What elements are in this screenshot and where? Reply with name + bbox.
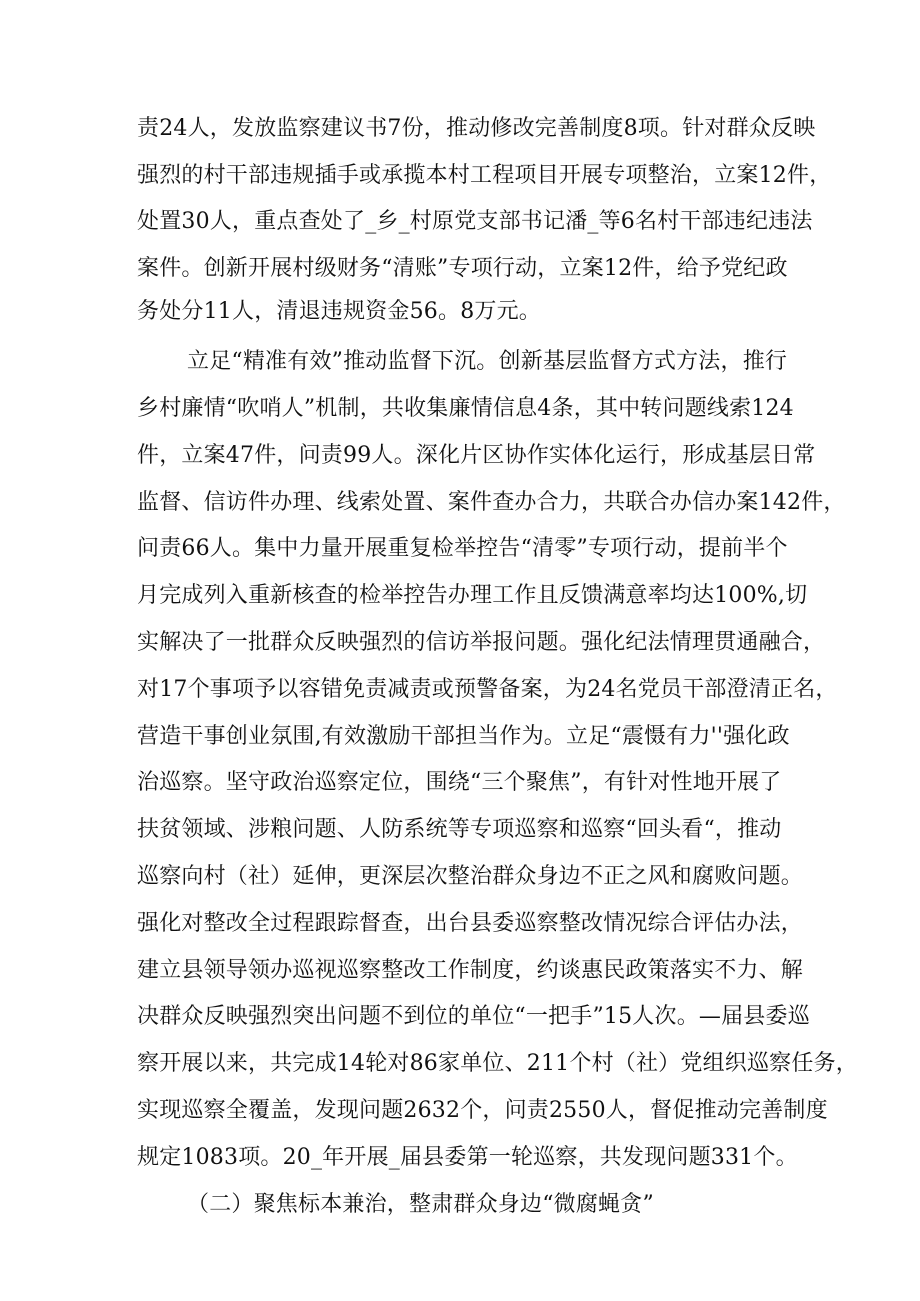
text-line: 问责66人。集中力量开展重复检举控告“清零”专项行动，提前半个 [137, 536, 788, 561]
text-line: 乡村廉情“吹哨人”机制，共收集廉情信息4条，其中转问题线索124 [137, 396, 794, 421]
text-line: 强烈的村干部违规插手或承揽本村工程项目开展专项整治，立案12件， [137, 163, 832, 188]
text-line: 扶贫领域、涉粮问题、人防系统等专项巡察和巡察“回头看“，推动 [137, 817, 782, 842]
text-line: 建立县领导领办巡视巡察整改工作制度，约谈惠民政策落实不力、解 [137, 958, 804, 983]
text-line: 实解决了一批群众反映强烈的信访举报问题。强化纪法情理贯通融合， [137, 630, 826, 655]
text-line: 责24人，发放监察建议书7份，推动修改完善制度8项。针对群众反映 [137, 116, 816, 141]
text-line: 立足“精准有效”推动监督下沉。创新基层监督方式方法，推行 [187, 349, 788, 374]
text-line: 处置30人，重点查处了_乡_村原党支部书记潘_等6名村干部违纪违法 [137, 209, 813, 234]
text-line: 月完成列入重新核查的检举控告办理工作且反馈满意率均达100%,切 [137, 583, 808, 608]
text-line: 实现巡察全覆盖，发现问题2632个，问责2550人，督促推动完善制度 [137, 1098, 828, 1123]
text-line: 营造干事创业氛围,有效激励干部担当作为。立足“震慑有力''强化政 [137, 724, 790, 749]
text-line: 察开展以来，共完成14轮对86家单位、211个村（社）党组织巡察任务， [137, 1051, 858, 1076]
text-line: 规定1083项。20_年开展_届县委第一轮巡察，共发现问题331个。 [137, 1145, 798, 1170]
section-heading: （二）聚焦标本兼治，整肃群众身边“微腐蝇贪” [187, 1192, 654, 1217]
text-line: 对17个事项予以容错免责减责或预警备案，为24名党员干部澄清正名， [137, 677, 838, 702]
text-line: 强化对整改全过程跟踪督查，出台县委巡察整改情况综合评估办法， [137, 911, 804, 936]
text-line: 决群众反映强烈突出问题不到位的单位“一把手”15人次。—届县委巡 [137, 1004, 810, 1029]
text-line: 监督、信访件办理、线索处置、案件查办合力，共联合办信办案142件， [137, 490, 846, 515]
text-line: 案件。创新开展村级财务“清账”专项行动，立案12件，给予党纪政 [137, 256, 788, 281]
text-line: 治巡察。坚守政治巡察定位，围绕“三个聚焦”，有针对性地开展了 [137, 770, 782, 795]
text-line: 件，立案47件，问责99人。深化片区协作实体化运行，形成基层日常 [137, 443, 816, 468]
text-line: 务处分11人，清退违规资金56。8万元。 [137, 299, 541, 324]
text-line: 巡察向村（社）延伸，更深层次整治群众身边不正之风和腐败问题。 [137, 864, 804, 889]
